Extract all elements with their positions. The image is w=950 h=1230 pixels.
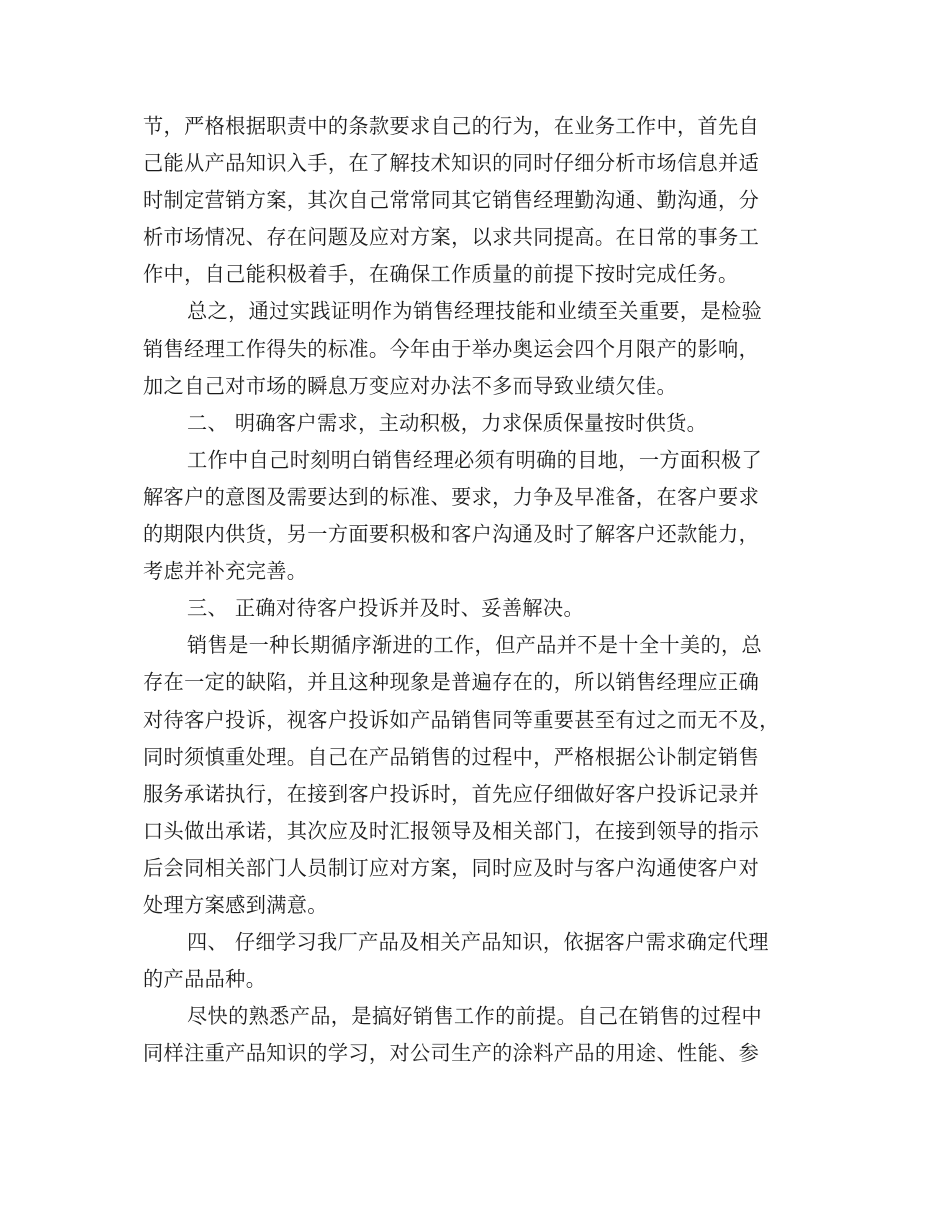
document-line: 对待客户投诉，视客户投诉如产品销售同等重要甚至有过之而无不及， — [143, 707, 780, 732]
document-line: 处理方案感到满意。 — [143, 892, 328, 917]
document-line: 己能从产品知识入手，在了解技术知识的同时仔细分析市场信息并适 — [143, 151, 760, 176]
document-line: 存在一定的缺陷，并且这种现象是普遍存在的，所以销售经理应正确 — [143, 670, 760, 695]
document-line: 二、 明确客户需求，主动积极，力求保质保量按时供货。 — [187, 410, 708, 435]
document-line: 时制定营销方案，其次自己常常同其它销售经理勤沟通、勤沟通，分 — [143, 188, 760, 213]
document-line: 工作中自己时刻明白销售经理必须有明确的目地，一方面积极了 — [187, 447, 763, 472]
document-line: 四、 仔细学习我厂产品及相关产品知识，依据客户需求确定代理 — [187, 930, 769, 955]
document-line: 的产品品种。 — [143, 967, 267, 992]
document-line: 加之自己对市场的瞬息万变应对办法不多而导致业绩欠佳。 — [143, 373, 677, 398]
document-body — [143, 108, 813, 1072]
document-line: 口头做出承诺，其次应及时汇报领导及相关部门，在接到领导的指示 — [143, 818, 760, 843]
document-line: 的期限内供货，另一方面要积极和客户沟通及时了解客户还款能力， — [143, 522, 760, 547]
document-line: 销售是一种长期循序渐进的工作，但产品并不是十全十美的，总 — [187, 633, 763, 658]
document-line: 三、 正确对待客户投诉并及时、妥善解决。 — [187, 596, 584, 621]
document-line: 尽快的熟悉产品，是搞好销售工作的前提。自己在销售的过程中 — [187, 1004, 763, 1029]
document-line: 解客户的意图及需要达到的标准、要求，力争及早准备，在客户要求 — [143, 484, 760, 509]
document-line: 作中，自己能积极着手，在确保工作质量的前提下按时完成任务。 — [143, 262, 739, 287]
document-line: 销售经理工作得失的标准。今年由于举办奥运会四个月限产的影响， — [143, 336, 760, 361]
document-line: 服务承诺执行，在接到客户投诉时，首先应仔细做好客户投诉记录并 — [143, 781, 760, 806]
document-line: 同时须慎重处理。自己在产品销售的过程中，严格根据公讣制定销售 — [143, 744, 760, 769]
document-line: 后会同相关部门人员制订应对方案，同时应及时与客户沟通使客户对 — [143, 855, 760, 880]
document-line: 考虑并补充完善。 — [143, 559, 308, 584]
document-line: 节，严格根据职责中的条款要求自己的行为，在业务工作中，首先自 — [143, 114, 760, 138]
document-line: 总之，通过实践证明作为销售经理技能和业绩至关重要，是检验 — [187, 299, 763, 324]
document-line: 析市场情况、存在问题及应对方案，以求共同提高。在日常的事务工 — [143, 225, 760, 250]
document-line: 同样注重产品知识的学习，对公司生产的涂料产品的用途、性能、参 — [143, 1041, 760, 1066]
